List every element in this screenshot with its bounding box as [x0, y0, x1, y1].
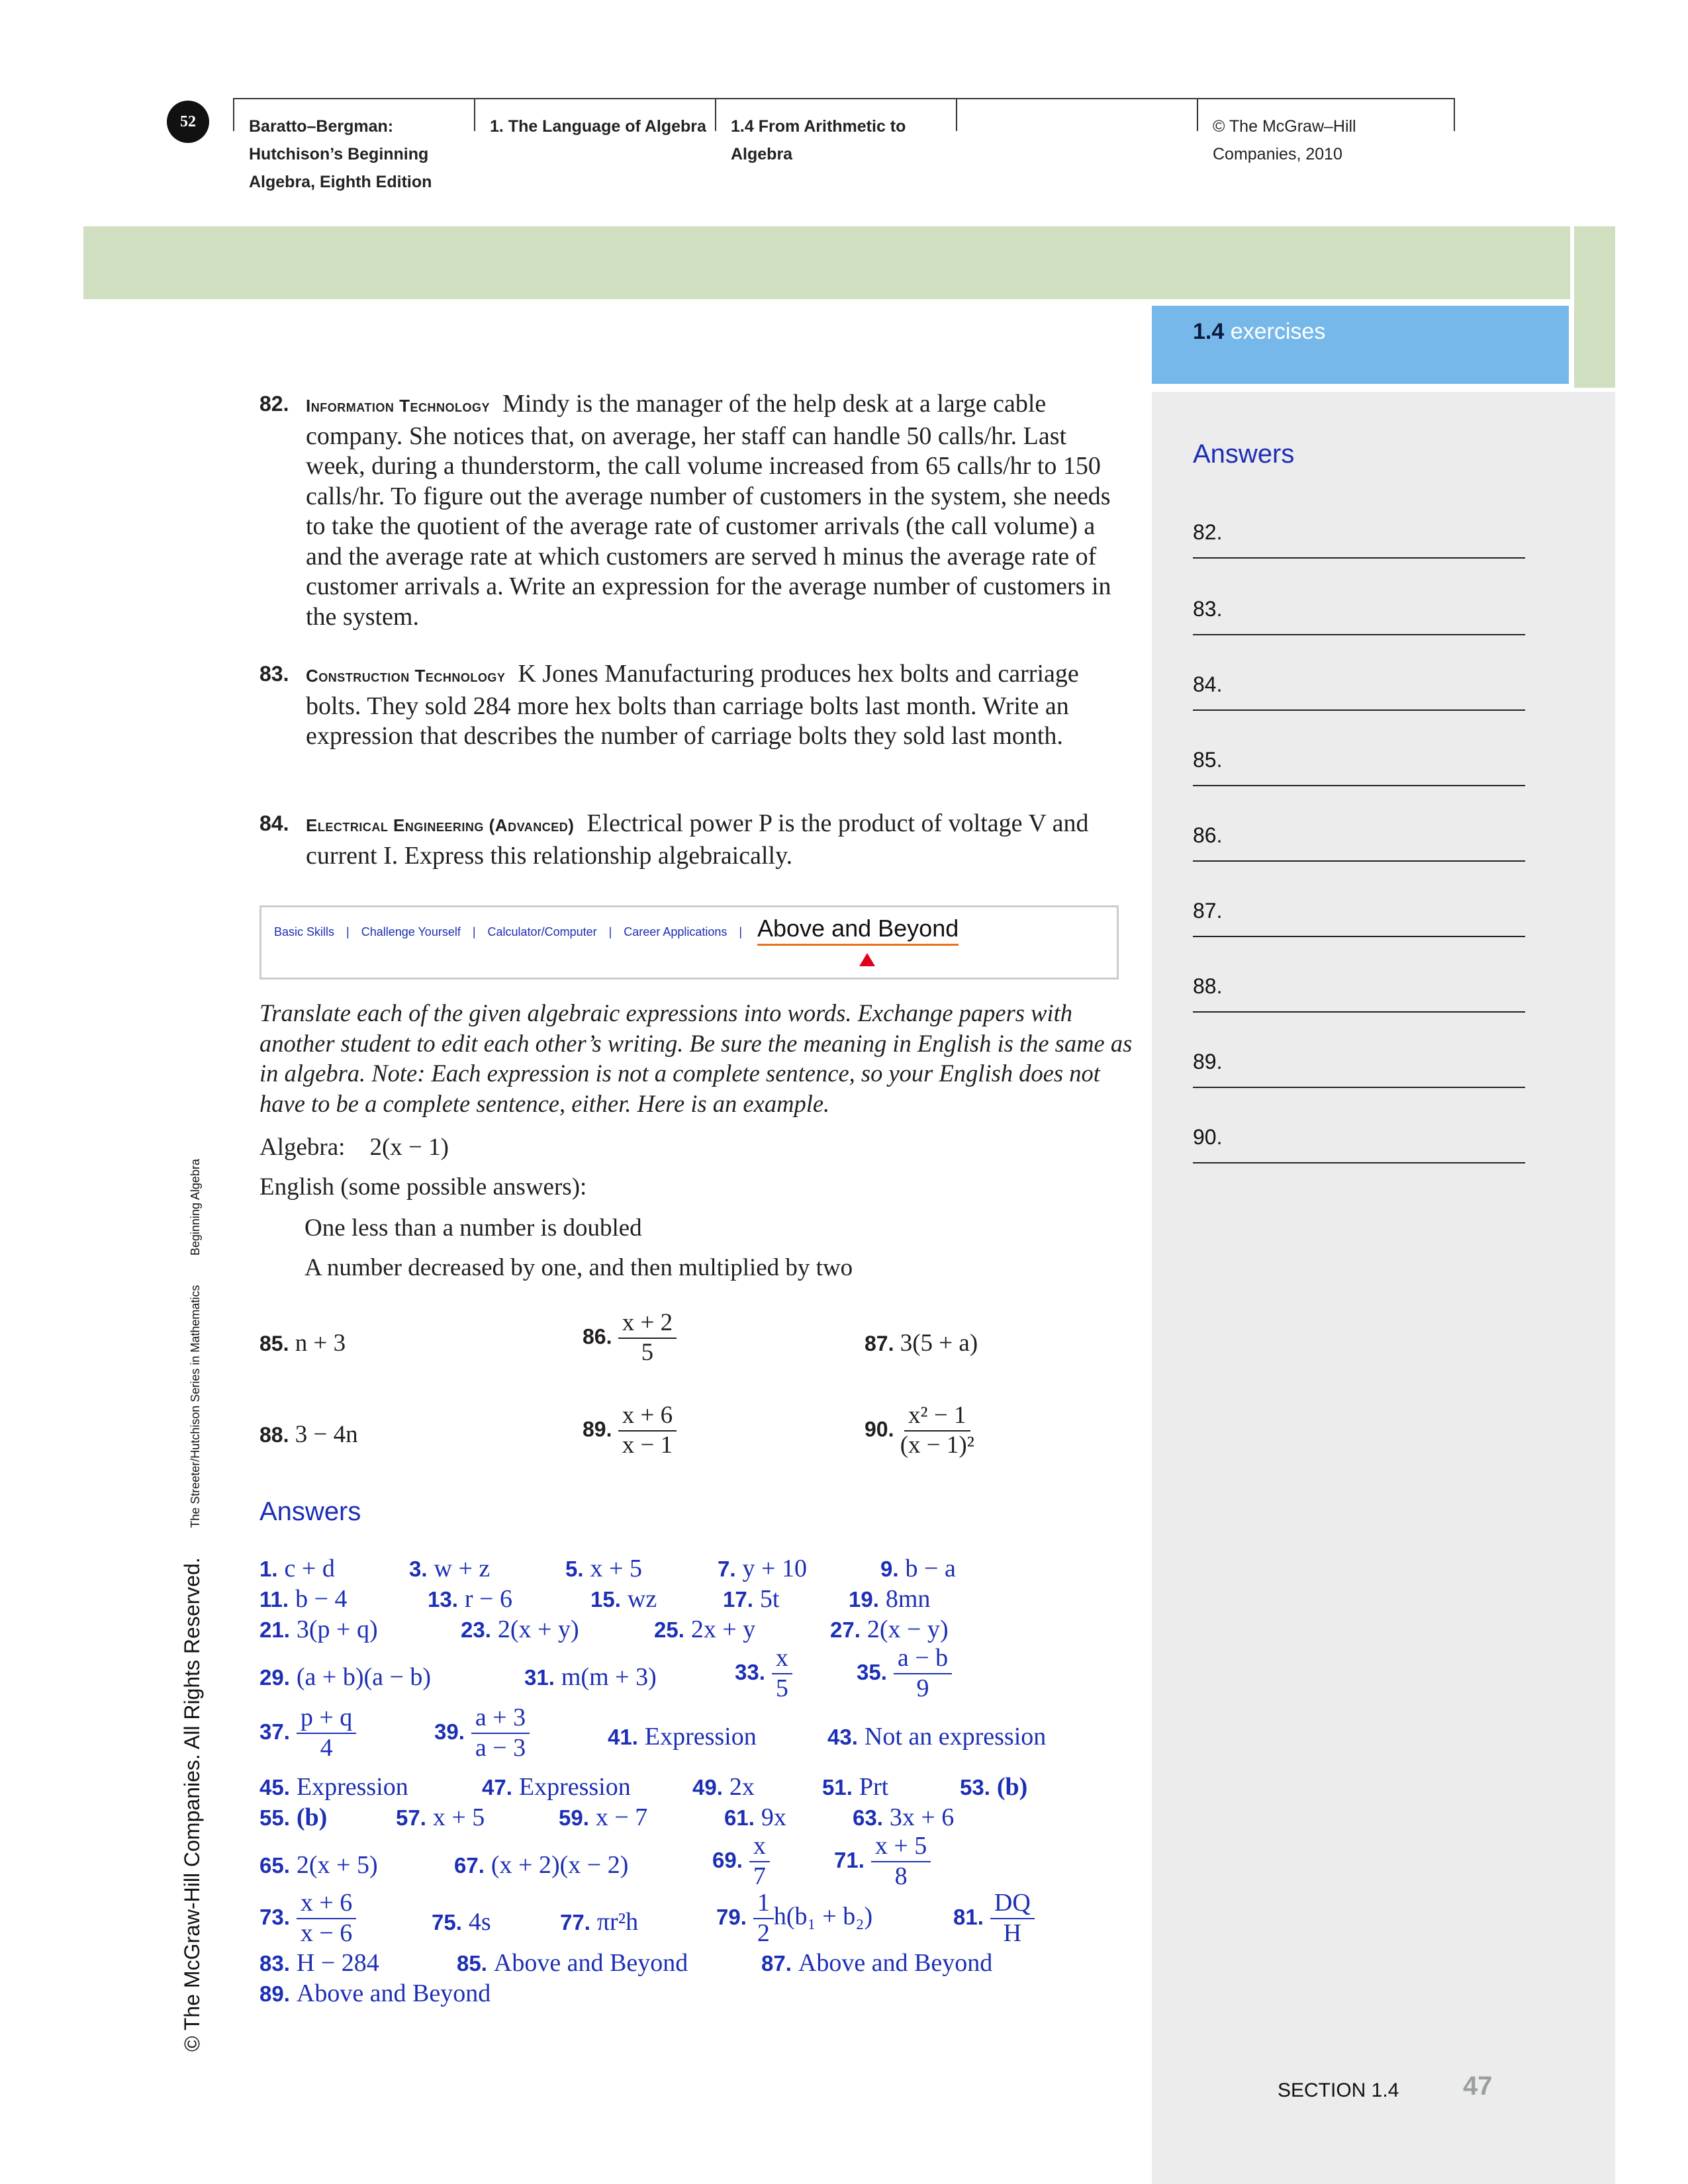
nav-career-applications[interactable]: Career Applications [624, 925, 727, 938]
answer-17: 17. 5t [723, 1585, 780, 1613]
answer-65: 65. 2(x + 5) [259, 1851, 378, 1879]
header-chapter: 1. The Language of Algebra [490, 117, 706, 136]
exercise-88: 88. 3 − 4n [259, 1421, 358, 1448]
header-divider [474, 98, 475, 131]
answer-19: 19. 8mn [849, 1585, 931, 1613]
header-book-title: Baratto–Bergman: Hutchison’s Beginning Algebra, Eighth Edition [249, 117, 432, 191]
answer-83: 83. H − 284 [259, 1949, 379, 1977]
answer-31: 31. m(m + 3) [524, 1663, 657, 1691]
exercise-90: 90. $\frac{\text{x² − 1}}{\text{(x − 1)²}}$ [865, 1402, 974, 1459]
answer-line-86[interactable]: 86. [1193, 823, 1525, 862]
answer-line-83[interactable]: 83. [1193, 597, 1525, 635]
answer-line-89[interactable]: 89. [1193, 1050, 1525, 1088]
example-answer-1: One less than a number is doubled [305, 1214, 642, 1242]
answer-37: 37. $\frac{p + q}{4}$ [259, 1705, 356, 1762]
answer-29: 29. (a + b)(a − b) [259, 1663, 432, 1691]
margin-band [1574, 226, 1615, 388]
exercise-86: 86. $\frac{x + 2}{5}$ [583, 1310, 677, 1366]
header-band [83, 226, 1570, 299]
answer-line-87[interactable]: 87. [1193, 899, 1525, 937]
header-copyright: © The McGraw–Hill Companies, 2010 [1213, 117, 1356, 163]
exercise-87: 87. 3(5 + a) [865, 1330, 978, 1357]
answer-81: 81. $\frac{DQ}{H}$ [953, 1890, 1035, 1947]
answer-13: 13. r − 6 [428, 1585, 512, 1613]
answer-25: 25. 2x + y [654, 1615, 756, 1643]
problem-category: Construction Technology [306, 666, 506, 686]
answer-69: 69. $\frac{x}{7}$ [712, 1833, 770, 1890]
answer-15: 15. wz [590, 1585, 657, 1613]
answer-67: 67. (x + 2)(x − 2) [454, 1851, 629, 1879]
answer-3: 3. w + z [409, 1555, 491, 1582]
nav-above-and-beyond[interactable]: Above and Beyond [757, 915, 959, 946]
header-divider [1454, 98, 1455, 131]
answer-27: 27. 2(x − y) [830, 1615, 949, 1643]
answer-5: 5. x + 5 [565, 1555, 642, 1582]
answer-45: 45. Expression [259, 1773, 408, 1801]
example-algebra: Algebra: 2(x − 1) [259, 1134, 449, 1161]
exercises-label: 1.4 exercises [1193, 319, 1326, 344]
answer-71: 71. $\frac{x + 5}{8}$ [834, 1833, 931, 1890]
answer-39: 39. $\frac{a + 3}{a - 3}$ [434, 1705, 530, 1762]
answer-43: 43. Not an expression [827, 1723, 1047, 1751]
answer-35: 35. $\frac{a - b}{9}$ [857, 1645, 952, 1702]
problem-84: 84. Electrical Engineering (Advanced) Electrical power P is the product of voltage V and current I. Express this relationship algebraically. [259, 809, 1089, 870]
header-divider [233, 98, 234, 131]
answer-75: 75. 4s [432, 1908, 491, 1936]
answer-57: 57. x + 5 [396, 1803, 485, 1831]
answer-7: 7. y + 10 [718, 1555, 807, 1582]
answer-33: 33. $\frac{x}{5}$ [735, 1645, 792, 1702]
exercise-85: 85. n + 3 [259, 1330, 346, 1357]
page-number-badge: 52 [167, 101, 209, 143]
answer-59: 59. x − 7 [559, 1803, 648, 1831]
answers-title: Answers [259, 1497, 361, 1526]
problem-83: 83. Construction Technology K Jones Manufacturing produces hex bolts and carriage bolts. They sold 284 more hex bolts than carriage bolts last month. Write an expression that describes the number of carriage bolts they sold last month. [259, 660, 1079, 750]
header-divider [1197, 98, 1198, 131]
answer-line-85[interactable]: 85. [1193, 748, 1525, 786]
example-english-label: English (some possible answers): [259, 1173, 587, 1201]
example-answer-2: A number decreased by one, and then multiplied by two [305, 1254, 853, 1281]
answer-73: 73. $\frac{x + 6}{x - 6}$ [259, 1890, 356, 1947]
footer-page-number: 47 [1463, 2071, 1493, 2101]
answer-77: 77. πr²h [560, 1908, 639, 1936]
answer-9: 9. b − a [880, 1555, 956, 1582]
answer-55: 55. (b) [259, 1803, 328, 1831]
nav-calculator-computer[interactable]: Calculator/Computer [487, 925, 597, 938]
answer-1: 1. c + d [259, 1555, 335, 1582]
problem-category: Electrical Engineering (Advanced) [306, 815, 575, 835]
answer-85: 85. Above and Beyond [457, 1949, 688, 1977]
problem-category: Information Technology [306, 396, 490, 416]
nav-challenge-yourself[interactable]: Challenge Yourself [361, 925, 461, 938]
answer-11: 11. b − 4 [259, 1585, 348, 1613]
footer-section: SECTION 1.4 [1278, 2079, 1399, 2101]
side-copyright: © The McGraw-Hill Companies. All Rights Reserved. The Streeter/Hutchison Series in Mathematics Beginning Algebra [180, 1159, 204, 2052]
answer-21: 21. 3(p + q) [259, 1615, 378, 1643]
answer-line-84[interactable]: 84. [1193, 672, 1525, 711]
header-divider [715, 98, 716, 131]
answer-23: 23. 2(x + y) [461, 1615, 579, 1643]
problem-82: 82. Information Technology Mindy is the manager of the help desk at a large cable company. She notices that, on average, her staff can handle 50 calls/hr. Last week, during a thunderstorm, the call volume increased from 65 calls/hr to 150 calls/hr. To figure out the average number of customers in the system, she needs to take the quotient of the average rate of customer arrivals (the call volume) a and the average rate at which customers are served h minus the average rate of customer arrivals a. Write an expression for the average number of customers in the system. [259, 390, 1111, 631]
nav-basic-skills[interactable]: Basic Skills [274, 925, 335, 938]
answer-51: 51. Prt [822, 1773, 889, 1801]
answer-53: 53. (b) [960, 1773, 1028, 1801]
instructions: Translate each of the given algebraic expressions into words. Exchange papers with another student to edit each other’s writing. Be sure the meaning in English is the same as in algebra. Note: Each expression is not a complete sentence, so your English does not have to be a complete sentence, either. Here is an example. [259, 999, 1133, 1117]
difficulty-nav-items: Basic Skills | Challenge Yourself | Calculator/Computer | Career Applications | [274, 925, 743, 938]
answer-49: 49. 2x [692, 1773, 755, 1801]
header-section: 1.4 From Arithmetic to Algebra [731, 117, 906, 163]
answer-line-90[interactable]: 90. [1193, 1125, 1525, 1163]
answer-79: 79. $\frac{1}{2}$ h(b₁ + b₂) [716, 1889, 873, 1947]
answer-87: 87. Above and Beyond [761, 1949, 993, 1977]
exercise-89: 89. $\frac{x + 6}{x - 1}$ [583, 1403, 677, 1459]
answer-panel [1152, 392, 1615, 2184]
answers-heading: Answers [1193, 439, 1295, 469]
answer-line-88[interactable]: 88. [1193, 974, 1525, 1013]
answer-line-82[interactable]: 82. [1193, 520, 1525, 559]
answer-41: 41. Expression [608, 1723, 757, 1751]
answer-61: 61. 9x [724, 1803, 786, 1831]
answer-89: 89. Above and Beyond [259, 1979, 491, 2007]
header-divider [956, 98, 957, 131]
active-marker-icon [859, 953, 875, 966]
answer-63: 63. 3x + 6 [853, 1803, 955, 1831]
answer-47: 47. Expression [482, 1773, 631, 1801]
exercises-tab [1152, 306, 1569, 384]
difficulty-nav [259, 905, 1119, 979]
